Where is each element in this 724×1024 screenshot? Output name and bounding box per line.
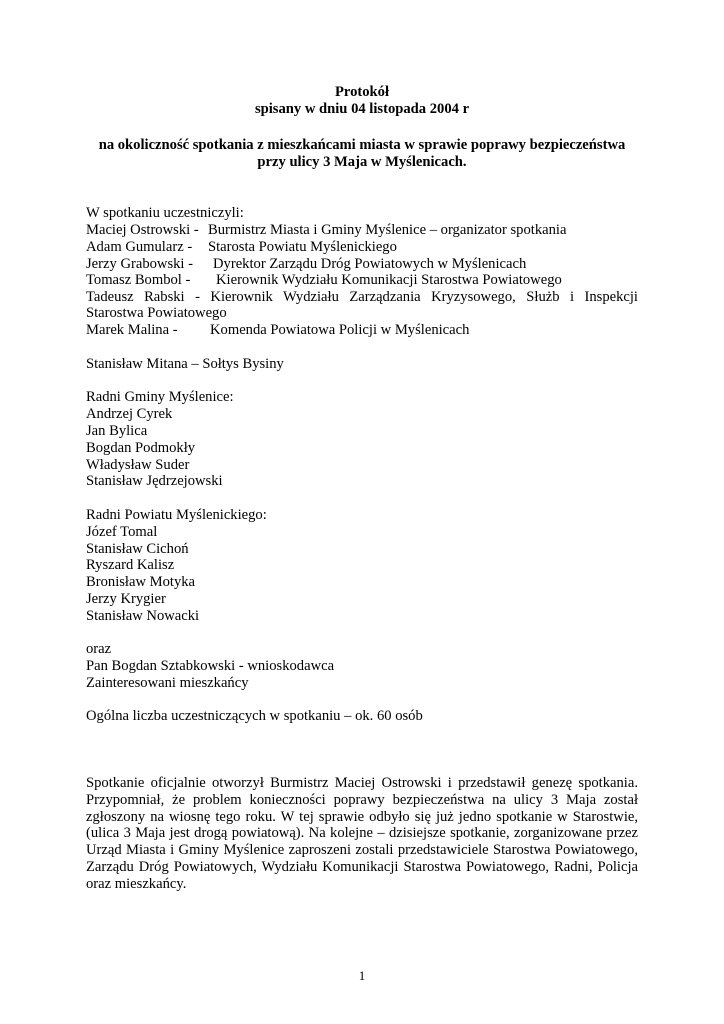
body-paragraph-line: zgłoszony na wiosnę tego roku. W tej sprawie odbyło się już jedno spotkanie w Starostwie, xyxy=(86,809,638,825)
body-paragraph-line: Zarządu Dróg Powiatowych, Wydziału Komunikacji Starostwa Powiatowego, Radni, Policja xyxy=(86,859,638,875)
powiat-councillor: Jerzy Krygier xyxy=(86,591,166,607)
participant-role: Kierownik Wydziału Zarządzania Kryzysowego, Służb i Inspekcji xyxy=(210,289,638,305)
participant-role: Starosta Powiatu Myślenickiego xyxy=(208,239,397,255)
powiat-councillor: Ryszard Kalisz xyxy=(86,557,175,573)
body-paragraph-line: (ulica 3 Maja jest drogą powiatową). Na kolejne – dzisiejsze spotkanie, zorganizowane przez xyxy=(86,825,638,841)
participant-row-continuation xyxy=(86,305,227,322)
participant-name: Marek Malina - xyxy=(86,322,178,338)
body-paragraph-line: Spotkanie oficjalnie otworzył Burmistrz Maciej Ostrowski i przedstawił genezę spotkania. xyxy=(86,775,638,791)
powiat-councillor: Stanisław Nowacki xyxy=(86,608,200,624)
body-paragraph-line: Przypomniał, że problem konieczności poprawy bezpieczeństwa na ulicy 3 Maja został xyxy=(86,792,638,808)
oraz-line: oraz xyxy=(86,641,112,657)
gmina-councillor: Jan Bylica xyxy=(86,423,148,439)
participant-name: Adam Gumularz - xyxy=(86,239,193,255)
participant-row xyxy=(86,256,526,273)
powiat-councillor: Stanisław Cichoń xyxy=(86,541,189,557)
participant-name: Tadeusz Rabski - xyxy=(86,289,200,305)
participants-heading: W spotkaniu uczestniczyli: xyxy=(86,205,244,221)
participant-name: Maciej Ostrowski - xyxy=(86,222,199,238)
participant-row xyxy=(86,272,562,289)
gmina-councillor: Stanisław Jędrzejowski xyxy=(86,473,223,489)
participants-total: Ogólna liczba uczestniczących w spotkaniu – ok. 60 osób xyxy=(86,708,423,724)
document-title: Protokół xyxy=(334,84,390,100)
gmina-councillor: Władysław Suder xyxy=(86,457,190,473)
powiat-councillor: Józef Tomal xyxy=(86,524,158,540)
document-subject-line-1: na okoliczność spotkania z mieszkańcami miasta w sprawie poprawy bezpieczeństwa xyxy=(98,137,626,153)
gmina-councillor: Bogdan Podmokły xyxy=(86,440,196,456)
participant-name: Tomasz Bombol - xyxy=(86,272,191,288)
soltys-line: Stanisław Mitana – Sołtys Bysiny xyxy=(86,356,284,372)
body-paragraph-line: Urząd Miasta i Gminy Myślenice zaproszeni zostali przedstawiciele Starostwa Powiatowego, xyxy=(86,842,638,858)
participant-row xyxy=(86,222,566,239)
gmina-councillor: Andrzej Cyrek xyxy=(86,406,173,422)
page-number: 1 xyxy=(358,968,366,983)
participant-row xyxy=(86,239,397,256)
participant-role: Komenda Powiatowa Policji w Myślenicach xyxy=(210,322,470,338)
participant-name: Jerzy Grabowski - xyxy=(86,256,193,272)
body-paragraph-last-line: oraz mieszkańcy. xyxy=(86,876,187,892)
participant-role: Dyrektor Zarządu Dróg Powiatowych w Myślenicach xyxy=(213,256,527,272)
participant-row xyxy=(86,289,638,306)
participant-role: Starostwa Powiatowego xyxy=(86,305,227,321)
participant-role: Burmistrz Miasta i Gminy Myślenice – organizator spotkania xyxy=(208,222,567,238)
document-subject-line-2: przy ulicy 3 Maja w Myślenicach. xyxy=(257,154,467,170)
document-date: spisany w dniu 04 listopada 2004 r xyxy=(254,101,470,117)
powiat-councillor: Bronisław Motyka xyxy=(86,574,196,590)
participant-role: Kierownik Wydziału Komunikacji Starostwa Powiatowego xyxy=(216,272,562,288)
residents-line: Zainteresowani mieszkańcy xyxy=(86,675,249,691)
participant-row xyxy=(86,322,469,339)
powiat-councillors-heading: Radni Powiatu Myślenickiego: xyxy=(86,507,267,523)
gmina-councillors-heading: Radni Gminy Myślenice: xyxy=(86,389,234,405)
applicant-line: Pan Bogdan Sztabkowski - wnioskodawca xyxy=(86,658,335,674)
